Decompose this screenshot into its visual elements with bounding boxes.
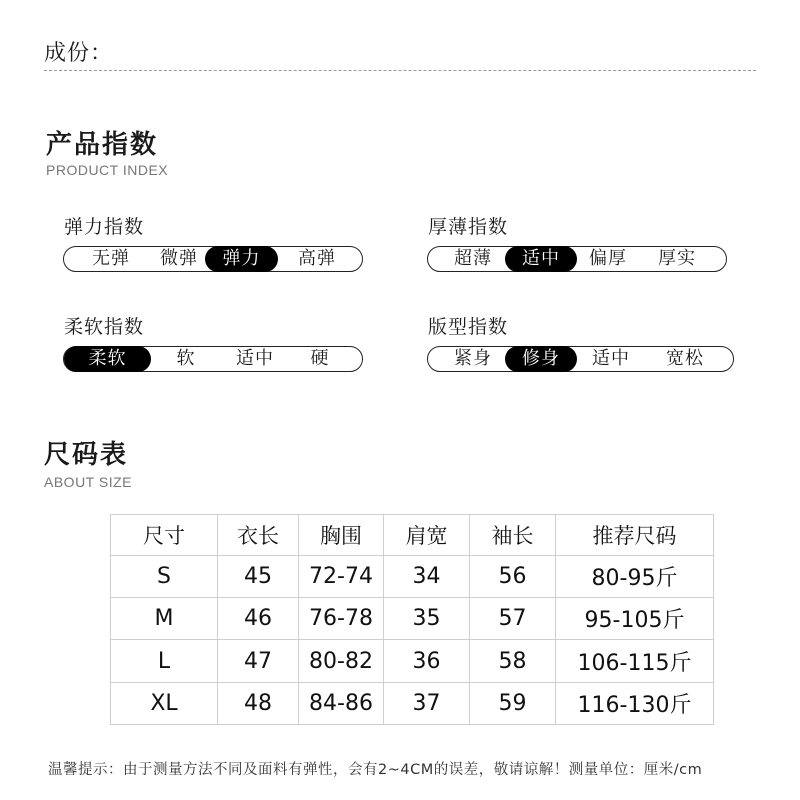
sleeve-cell: 59	[470, 682, 556, 724]
fit-index-scale	[427, 346, 734, 372]
header-cell: 衣长	[218, 515, 299, 556]
length-cell: 45	[218, 555, 299, 597]
size-cell: XL	[111, 682, 218, 724]
header-cell: 推荐尺码	[556, 515, 714, 556]
shoulder-cell: 36	[384, 640, 470, 682]
length-cell: 47	[218, 640, 299, 682]
table-row	[111, 682, 714, 724]
sleeve-cell: 57	[470, 598, 556, 640]
sleeve-cell: 56	[470, 555, 556, 597]
size-chart-subtitle: ABOUT SIZE	[44, 474, 132, 490]
softness-index-label: 柔软指数	[64, 316, 145, 338]
recommended-cell: 106-115斤	[556, 640, 714, 682]
elasticity-index-scale	[63, 246, 363, 272]
size-chart-title: 尺码表	[44, 440, 129, 470]
dashed-divider	[44, 70, 756, 71]
size-table	[110, 514, 714, 725]
measurement-note: 温馨提示：由于测量方法不同及面料有弹性，会有2~4CM的误差，敬请谅解！测量单位：厘米/cm	[48, 762, 703, 778]
size-cell: M	[111, 598, 218, 640]
sleeve-cell: 58	[470, 640, 556, 682]
shoulder-cell: 37	[384, 682, 470, 724]
bust-cell: 80-82	[299, 640, 384, 682]
fit-option: 适中	[592, 347, 630, 369]
recommended-cell: 116-130斤	[556, 682, 714, 724]
recommended-cell: 80-95斤	[556, 555, 714, 597]
fit-option: 紧身	[454, 347, 492, 369]
recommended-cell: 95-105斤	[556, 598, 714, 640]
header-cell: 尺寸	[111, 515, 218, 556]
thickness-option-selected: 适中	[505, 246, 577, 272]
table-row	[111, 640, 714, 682]
size-cell: S	[111, 555, 218, 597]
softness-option: 软	[176, 347, 196, 369]
length-cell: 48	[218, 682, 299, 724]
table-row	[111, 555, 714, 597]
header-cell: 袖长	[470, 515, 556, 556]
fit-option-selected: 修身	[505, 346, 577, 372]
table-row	[111, 598, 714, 640]
header-cell: 胸围	[299, 515, 384, 556]
thickness-option: 超薄	[454, 247, 492, 269]
size-table-header-row	[111, 515, 714, 556]
shoulder-cell: 35	[384, 598, 470, 640]
softness-option: 硬	[310, 347, 330, 369]
header-cell: 肩宽	[384, 515, 470, 556]
softness-option-selected: 柔软	[64, 346, 151, 372]
elasticity-option: 微弹	[160, 247, 198, 269]
elasticity-option: 无弹	[92, 247, 130, 269]
thickness-index-label: 厚薄指数	[428, 216, 509, 238]
softness-option: 适中	[236, 347, 274, 369]
composition-label: 成份：	[44, 41, 114, 66]
fit-option: 宽松	[666, 347, 704, 369]
shoulder-cell: 34	[384, 555, 470, 597]
product-index-subtitle: PRODUCT INDEX	[46, 162, 169, 178]
fit-index-label: 版型指数	[428, 316, 509, 338]
product-index-title: 产品指数	[46, 130, 159, 160]
elasticity-option: 高弹	[298, 247, 336, 269]
elasticity-option-selected: 弹力	[205, 246, 278, 272]
thickness-option: 厚实	[658, 247, 696, 269]
elasticity-index-label: 弹力指数	[64, 216, 145, 238]
softness-index-scale	[63, 346, 363, 372]
bust-cell: 76-78	[299, 598, 384, 640]
bust-cell: 72-74	[299, 555, 384, 597]
thickness-option: 偏厚	[589, 247, 627, 269]
size-cell: L	[111, 640, 218, 682]
thickness-index-scale	[427, 246, 727, 272]
length-cell: 46	[218, 598, 299, 640]
bust-cell: 84-86	[299, 682, 384, 724]
